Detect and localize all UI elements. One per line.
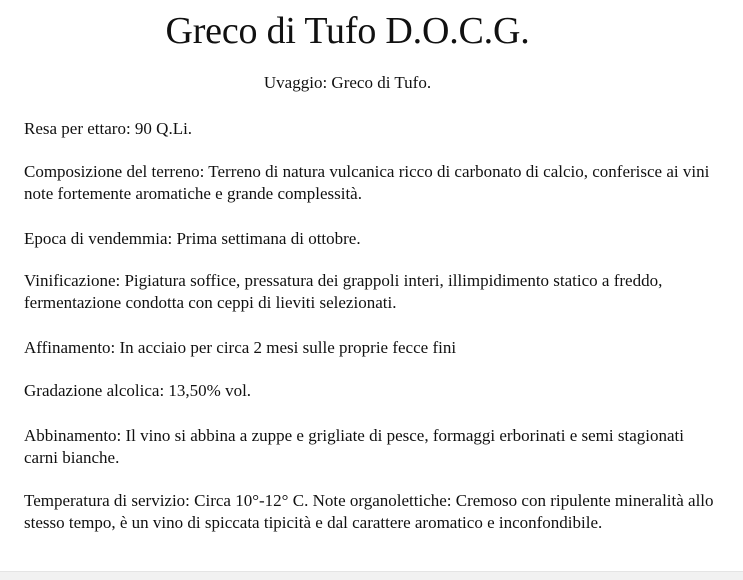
page-title: Greco di Tufo D.O.C.G. [165, 10, 530, 52]
vinification-paragraph: Vinificazione: Pigiatura soffice, pressatura dei grappoli interi, illimpidimento statico a freddo, fermentazione condotta con ceppi di lieviti selezionati. [24, 271, 663, 312]
soil-composition-paragraph: Composizione del terreno: Terreno di natura vulcanica ricco di carbonato di calcio, conferisce ai vini note fortemente aromatiche e grande complessità. [24, 162, 710, 203]
harvest-period-paragraph: Epoca di vendemmia: Prima settimana di ottobre. [24, 229, 361, 248]
grape-variety-subtitle: Uvaggio: Greco di Tufo. [263, 73, 432, 92]
aging-paragraph: Affinamento: In acciaio per circa 2 mesi sulle proprie fecce fini [24, 338, 457, 357]
serving-temperature-paragraph: Temperatura di servizio: Circa 10°-12° C. Note organolettiche: Cremoso con ripulente mineralità allo stesso tempo, è un vino di spiccata tipicità e dal carattere aromatico e inconfondibile. [24, 491, 714, 532]
food-pairing-paragraph: Abbinamento: Il vino si abbina a zuppe e grigliate di pesce, formaggi erborinati e semi stagionati carni bianche. [24, 426, 684, 467]
yield-paragraph: Resa per ettaro: 90 Q.Li. [24, 119, 193, 138]
alcohol-content-paragraph: Gradazione alcolica: 13,50% vol. [24, 381, 252, 400]
